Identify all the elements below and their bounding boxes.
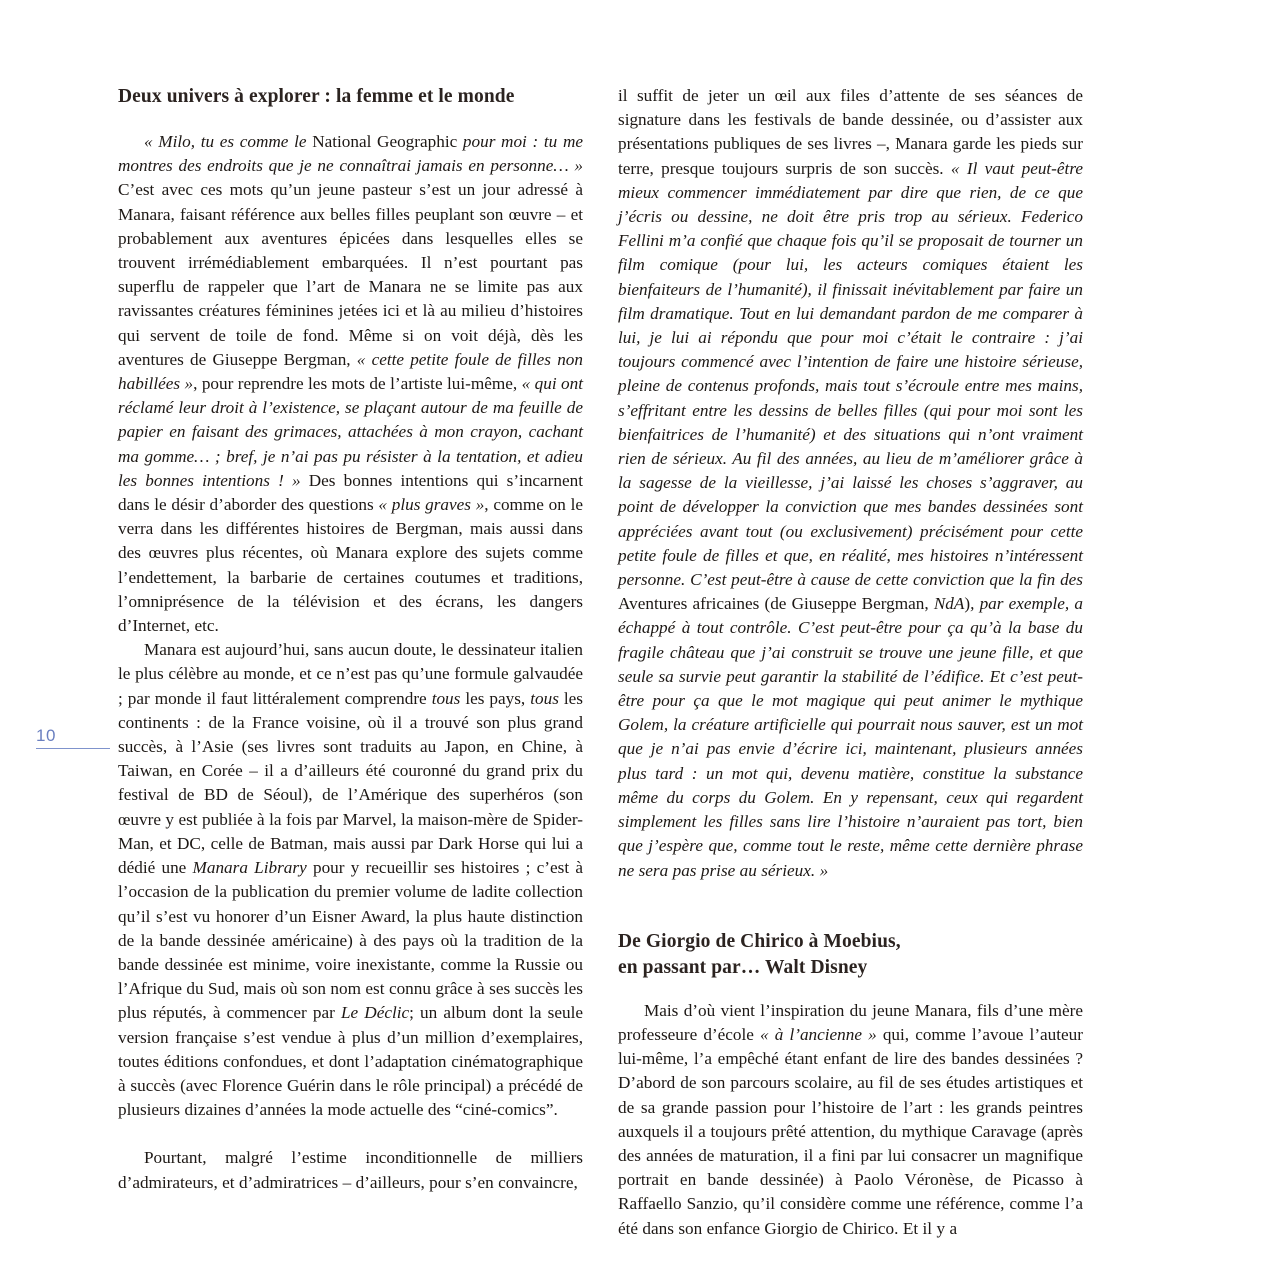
section-heading-left: Deux univers à explorer : la femme et le monde — [118, 86, 515, 107]
italic-run: tous — [431, 688, 461, 708]
italic-run: pour moi : tu me montres des endroits que je ne connaîtrai jamais en personne… » — [118, 132, 583, 176]
italic-run: Le Déclic — [340, 1003, 410, 1023]
section-heading-right-line2: en passant par… Walt Disney — [618, 956, 868, 978]
roman-run: Aventures africaines (de Giuseppe Bergman, — [618, 594, 934, 614]
roman-run: Des bonnes intentions qui s’incarnent dans le désir d’aborder des questions — [118, 470, 583, 515]
italic-run: tous — [530, 688, 559, 708]
page-number-marker — [36, 726, 110, 749]
heading-spacer — [618, 883, 1083, 929]
roman-run: Manara est aujourd’hui, sans aucun doute, le dessinateur italien le plus célèbre au monde, et ce n’est pas qu’une formule galvaudée ; par monde il faut littéralement comprendre — [118, 640, 583, 708]
roman-run: les continents : de la France voisine, où il a trouvé son plus grand succès, à l’Asie (ses livres sont traduits au Japon, en Chine, à Taiwan, en Corée – il a d’ailleurs été couronné du grand prix du festival de BD de Séoul), de l’Amérique des superhéros (son œuvre y est publiée à la fois par Marvel, la maison-mère de Spider-Man, et DC, celle de Batman, mais aussi par Dark Horse qui lui a dédié une — [118, 688, 583, 878]
roman-run: qui, comme l’avoue l’auteur lui-même, l’a empêché étant enfant de lire des bandes dessinées ? D’abord de son parcours scolaire, au fil de ses études artistiques et de sa grande passion pour l’histoire de l’art : les grands peintres auxquels il a toujours prêté attention, du mythique Caravage (après des années de maturation, il a fini par lui consacrer un magnifique portrait en bande dessinée) à Paolo Véronèse, de Picasso à Raffaello Sanzio, qu’il considère comme une référence, comme l’a été dans son enfance Giorgio de Chirico. Et il y a — [618, 1024, 1083, 1238]
italic-run: « plus graves » — [378, 495, 485, 515]
paragraph-continuation-fellini — [618, 84, 1083, 883]
roman-run: C’est avec ces mots qu’un jeune pasteur s’est un jour adressé à Manara, faisant référence aux belles filles peuplant son œuvre – et probablement aux aventures épicées dans lesquelles elles se trouvent irrémédiablement embarquées. Il n’est pourtant pas superflu de rappeler que l’art de Manara ne se limite pas aux ravissantes créatures féminines jetées ici et là au milieu d’histoires qui servent de toile de fond. Même si on voit déjà, dès les aventures de Giuseppe Bergman, — [118, 180, 583, 369]
italic-run: « qui ont réclamé leur droit à l’existence, se plaçant autour de ma feuille de papier en faisant des grimaces, attachées à mon crayon, cachant ma gomme… ; bref, je n’ai pas pu résister à la tentation, et adieu les bonnes intentions ! » — [118, 374, 583, 490]
italic-run: Manara Library — [192, 858, 307, 878]
roman-run: ; un album dont la seule version française s’est vendue à plus d’un million d’exemplaires, toutes éditions confondues, et dont l’adaptation cinématographique à succès (avec Florence Guérin dans le rôle principal) a précédé de plusieurs dizaines d’années la mode actuelle des “ciné-comics”. — [118, 1003, 583, 1120]
italic-run: « Milo, tu es comme le — [144, 132, 313, 151]
text-columns — [118, 84, 1096, 1241]
italic-run: « cette petite foule de filles non habillées » — [118, 349, 583, 394]
paragraph-manara-aujourdhui — [118, 638, 583, 1122]
italic-run: « à l’ancienne » — [760, 1024, 877, 1044]
left-column — [118, 84, 583, 1241]
roman-run: les pays, — [460, 688, 531, 708]
italic-run: , par exemple, a échappé à tout contrôle. C’est peut-être pour ça qu’à la base du fragile château que j’ai construit se trouve une jeune fille, et que seule sa survie peut garantir la stabilité de l’édifice. Et c’est peut-être pour ça que le mot magique qui peut animer le mythique Golem, la créature artificielle qui pourrait nous sauver, est un mot que je n’ai pas envie d’écrire ici, maintenant, plusieurs années plus tard : un mot qui, devenu matière, constitue la substance même du corps du Golem. En y repensant, ceux qui regardent simplement les filles sans lire l’histoire n’auraient pas tort, bien que j’espère que, comme tout le reste, même cette dernière phrase ne sera pas prise au sérieux. » — [618, 594, 1083, 880]
page-number-rule — [36, 748, 110, 749]
italic-run: NdA — [933, 594, 965, 614]
roman-run: Pourtant, malgré l’estime inconditionnelle de milliers d’admirateurs, et d’admiratrices – d’ailleurs, pour s’en convaincre, — [118, 1148, 583, 1192]
paragraph-pourtant — [118, 1146, 583, 1194]
roman-run: , comme on le verra dans les différentes histoires de Bergman, mais aussi dans des œuvres plus récentes, où Manara explore des sujets comme l’endettement, la barbarie de certaines coutumes et traditions, l’omniprésence de la télévision et des écrans, les dangers d’Internet, etc. — [118, 495, 583, 636]
roman-run: , pour reprendre les mots de l’artiste lui-même, — [193, 374, 522, 394]
section-heading-right-line1: De Giorgio de Chirico à Moebius, — [618, 930, 901, 952]
roman-run: ) — [964, 594, 971, 614]
page-number: 10 — [36, 726, 56, 745]
roman-run: il suffit de jeter un œil aux files d’attente de ses séances de signature dans les festivals de bande dessinée, ou d’assister aux présentations publiques de ses livres –, Manara garde les pieds sur terre, presque toujours surpris de son succès. — [618, 86, 1083, 178]
italic-run: « Il vaut peut-être mieux commencer immédiatement par dire que rien, de ce que j’écris ou dessine, ne doit être pris trop au sérieux. Federico Fellini m’a confié que chaque fois qu’il se proposait de tourner un film comique (pour lui, les acteurs comiques étaient les bienfaiteurs de l’humanité), il finissait inévitablement par faire un film dramatique. Tout en lui demandant pardon de me comparer à lui, je lui ai répondu que pour moi c’était le contraire : j’ai toujours commencé avec l’intention de faire une histoire sérieuse, pleine de contenus profonds, mais tout s’écroule entre mes mains, s’effritant entre les dessins de belles filles (qui pour moi sont les bienfaitrices de l’humanité) et des situations qui n’ont vraiment rien de sérieux. Au fil des années, au lieu de m’améliorer grâce à la sagesse de la vieillesse, j’ai laissé les choses s’aggraver, au point de développer la conviction que mes bandes dessinées sont appréciées avant tout (ou exclusivement) précisément pour cette petite foule de filles et que, en réalité, mes histoires n’intéressent personne. C’est peut-être à cause de cette conviction que la fin des — [618, 158, 1083, 590]
right-column — [618, 84, 1083, 1241]
roman-run: Mais d’où vient l’inspiration du jeune Manara, fils d’une mère professeure d’école — [618, 1000, 1083, 1044]
paragraph-milo-quote — [118, 130, 583, 638]
paragraph-inspiration — [618, 999, 1083, 1241]
roman-run: pour y recueillir ses histoires ; c’est à l’occasion de la publication du premier volume de ladite collection qu’il s’est vu honorer d’un Eisner Award, la plus haute distinction de la bande dessinée américaine) à des pays où la tradition de la bande dessinée est minime, voire inexistante, comme la Russie ou l’Afrique du Sud, mais où son nom est connu grâce à ses succès les plus réputés, à commencer par — [118, 858, 583, 1023]
roman-run: National Geographic — [312, 132, 463, 151]
section-heading-right — [618, 929, 1083, 981]
